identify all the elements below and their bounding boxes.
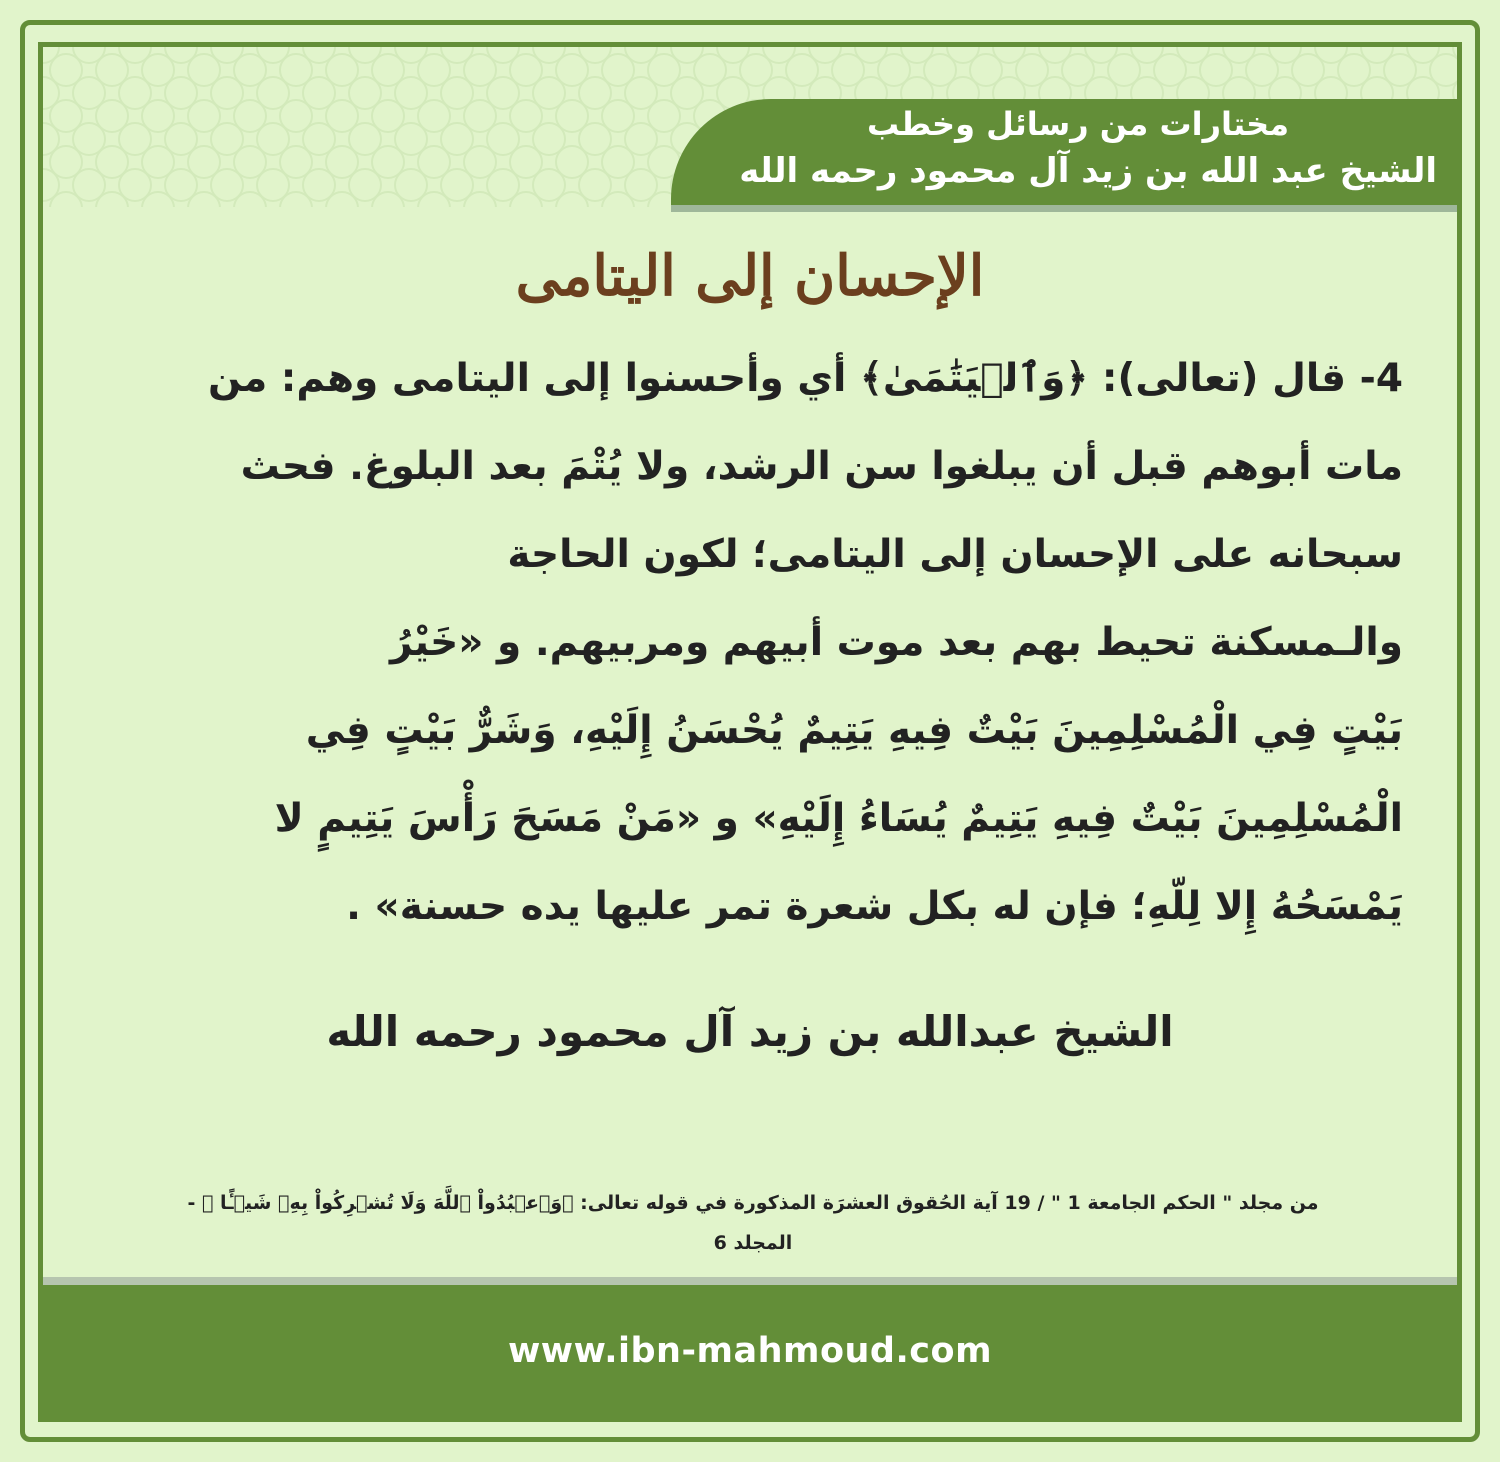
body-line: سبحانه على الإحسان إلى اليتامى؛ لكون الحاجة [507, 532, 1403, 577]
source-citation [103, 1183, 1403, 1263]
body-line: والـمسكنة تحيط بهم بعد موت أبيهم ومربيهم. و «خَيْرُ [389, 620, 1403, 665]
header-banner [671, 99, 1457, 205]
footer-divider [43, 1277, 1457, 1285]
header-line-2: الشيخ عبد الله بن زيد آل محمود رحمه الله [739, 151, 1437, 191]
body-line: الْمُسْلِمِينَ بَيْتٌ فِيهِ يَتِيمٌ يُسَاءُ إِلَيْهِ» و «مَنْ مَسَحَ رَأْسَ يَتِيمٍ لا [274, 796, 1403, 841]
body-line: بَيْتٍ فِي الْمُسْلِمِينَ بَيْتٌ فِيهِ يَتِيمٌ يُحْسَنُ إِلَيْهِ، وَشَرٌّ بَيْتٍ فِي [305, 708, 1403, 753]
card [38, 42, 1462, 1422]
body-line: 4- قال (تعالى): ﴿وَٱلۡيَتَٰمَىٰ﴾ أي وأحسنوا إلى اليتامى وهم: من [207, 356, 1403, 401]
footer-bar [43, 1285, 1457, 1417]
website-link[interactable]: www.ibn-mahmoud.com [507, 1331, 993, 1371]
body-line: يَمْسَحُهُ إِلا لِلّهِ؛ فإن له بكل شعرة تمر عليها يده حسنة» . [346, 884, 1403, 929]
body-text [123, 335, 1403, 951]
source-line-2: المجلد 6 [713, 1232, 793, 1254]
author-signature: الشيخ عبدالله بن زيد آل محمود رحمه الله [326, 1007, 1174, 1056]
source-line-1: من مجلد " الحكم الجامعة 1 " / 19 آية الحُقوق العشرَة المذكورة في قوله تعالى: ﴿وَٱعۡبُدُواْ ٱللَّهَ وَلَا تُشۡرِكُواْ بِهِۦ شَيۡـًٔا ﴾ - [187, 1192, 1319, 1214]
page-title: الإحسان إلى اليتامى [515, 243, 985, 309]
body-line: مات أبوهم قبل أن يبلغوا سن الرشد، ولا يُتْمَ بعد البلوغ. فحث [240, 444, 1403, 489]
header-line-1: مختارات من رسائل وخطب [866, 105, 1289, 143]
